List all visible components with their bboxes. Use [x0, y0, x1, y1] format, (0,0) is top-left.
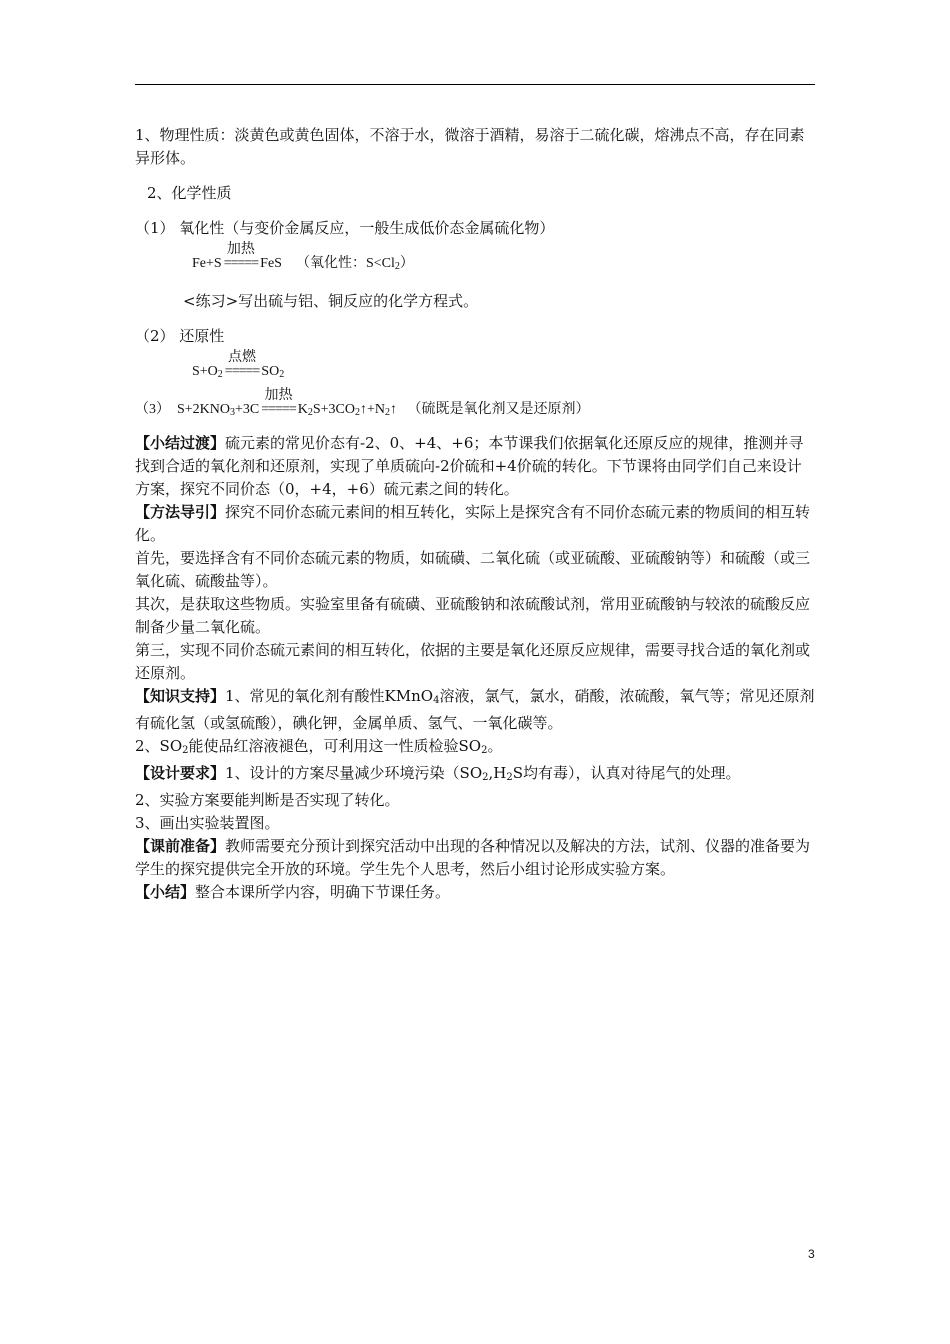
exercise: <练习>写出硫与铝、铜反应的化学方程式。: [183, 292, 479, 310]
eq1-condition: 加热: [226, 242, 255, 257]
summary-tag: 【小结】: [135, 883, 196, 901]
eq3-note: （硫既是氧化剂又是还原剂）: [407, 402, 590, 417]
ks2-text-3: 。: [487, 737, 503, 755]
design-requirement-2: 2、实验方案要能判断是否实现了转化。: [135, 791, 400, 809]
eq3-condition: 加热: [264, 388, 293, 403]
equation-gunpowder: [135, 388, 815, 424]
design-requirements: [135, 762, 815, 789]
class-preparation: [135, 835, 815, 881]
knowledge-support-tag: 【知识支持】: [135, 687, 226, 705]
ks2-text-1: 2、SO: [135, 737, 183, 755]
dr-text-3: S均有毒），认真对待尾气的处理。: [512, 764, 741, 782]
eq3-r2-sub: 2: [355, 407, 360, 418]
eq2-left: S+O: [192, 364, 218, 379]
eq3-left2: +3C: [235, 402, 260, 417]
ks2-sub-2: 2: [481, 745, 488, 756]
design-requirements-tag: 【设计要求】: [135, 764, 226, 782]
ks2-text-2: 能使品红溶液褪色，可利用这一性质检验SO: [188, 737, 482, 755]
header-rule: [135, 84, 815, 85]
dr-sub-1: 2: [482, 772, 489, 783]
method-guide: [135, 501, 815, 547]
dr-text-1: 1、设计的方案尽量减少环境污染（SO: [225, 764, 483, 782]
eq1-right: FeS: [260, 256, 282, 271]
method-guide-tag: 【方法导引】: [135, 503, 226, 521]
summary-transition-text: 硫元素的常见价态有-2、0、+4、+6；本节课我们依据氧化还原反应的规律，推测并寻找到合适的氧化剂和还原剂，实现了单质硫向-2价硫和+4价硫的转化。下节课将由同学们自己来设计方案，探究不同价态（0，+4，+6）硫元素之间的转化。: [135, 434, 804, 498]
document-body: [135, 124, 815, 904]
method-step-2: 其次，是获取这些物质。实验室里备有硫磺、亚硫酸钠和浓硫酸试剂，常用亚硫酸钠与较浓的硫酸反应制备少量二氧化硫。: [135, 595, 811, 636]
eq1-note: （氧化性：S<Cl: [295, 256, 395, 271]
physical-properties: 1、物理性质：淡黄色或黄色固体，不溶于水，微溶于酒精，易溶于二硫化碳，熔沸点不高，存在同素异形体。: [135, 126, 805, 167]
reducing-heading: （2） 还原性: [135, 327, 225, 345]
oxidizing-heading: （1） 氧化性（与变价金属反应，一般生成低价态金属硫化物）: [135, 219, 555, 237]
eq3-r3-sub: 2: [385, 407, 391, 418]
eq3-left: S+2KNO: [177, 402, 231, 417]
eq3-left-sub: 3: [230, 407, 236, 418]
equation-fe-s: [135, 242, 815, 278]
knowledge-support-2: [135, 735, 815, 762]
eq2-condition: 点燃: [228, 350, 257, 365]
eq3-number: （3）: [135, 402, 170, 417]
method-step-1: 首先，要选择含有不同价态硫元素的物质，如硫磺、二氧化硫（或亚硫酸、亚硫酸钠等）和硫酸（或三氧化硫、硫酸盐等）。: [135, 549, 811, 590]
knowledge-support-text-2: 溶液，氯气，氯水，硝酸，浓硫酸，氧气等；常见还原剂有硫化氢（或氢硫酸），碘化钾，金属单质、氢气、一氧化碳等。: [135, 687, 815, 732]
method-guide-text: 探究不同价态硫元素间的相互转化，实际上是探究含有不同价态硫元素的物质间的相互转化。: [135, 503, 811, 544]
summary-text: 整合本课所学内容，明确下节课任务。: [195, 883, 451, 901]
eq2-right: SO: [261, 364, 280, 379]
design-requirement-3: 3、画出实验装置图。: [135, 814, 280, 832]
chemical-properties-heading: 2、化学性质: [147, 184, 232, 202]
eq1-arrow: 加热 =====: [222, 252, 260, 275]
dr-text-2: ,H: [488, 764, 507, 782]
class-preparation-tag: 【课前准备】: [135, 837, 226, 855]
eq2-left-sub: 2: [217, 369, 223, 380]
eq3-r4: ↑: [390, 402, 398, 417]
eq1-left: Fe+S: [192, 256, 222, 271]
summary: [135, 881, 815, 904]
eq1-note-end: ）: [399, 256, 414, 271]
summary-transition-tag: 【小结过渡】: [135, 434, 226, 452]
knowledge-support-sub: 4: [433, 695, 440, 706]
knowledge-support: [135, 685, 815, 735]
ks2-sub-1: 2: [182, 745, 189, 756]
eq2-arrow: 点燃 =====: [223, 360, 261, 383]
page-number: 3: [808, 1247, 815, 1261]
summary-transition: [135, 432, 815, 501]
eq2-right-sub: 2: [279, 369, 285, 380]
dr-sub-2: 2: [506, 772, 513, 783]
eq3-r2: S+3CO: [312, 402, 355, 417]
eq3-r1-sub: 2: [307, 407, 313, 418]
eq3-r1: K: [297, 402, 308, 417]
eq1-note-sub: 2: [394, 261, 400, 272]
eq3-arrow: 加热 =====: [259, 398, 297, 421]
eq3-r3: ↑+N: [360, 402, 386, 417]
equation-s-o2: [135, 350, 815, 386]
method-step-3: 第三，实现不同价态硫元素间的相互转化，依据的主要是氧化还原反应规律，需要寻找合适的氧化剂或还原剂。: [135, 641, 811, 682]
class-preparation-text: 教师需要充分预计到探究活动中出现的各种情况以及解决的方法，试剂、仪器的准备要为学生的探究提供完全开放的环境。学生先个人思考，然后小组讨论形成实验方案。: [135, 837, 811, 878]
knowledge-support-text-1: 1、常见的氧化剂有酸性KMnO: [225, 687, 434, 705]
